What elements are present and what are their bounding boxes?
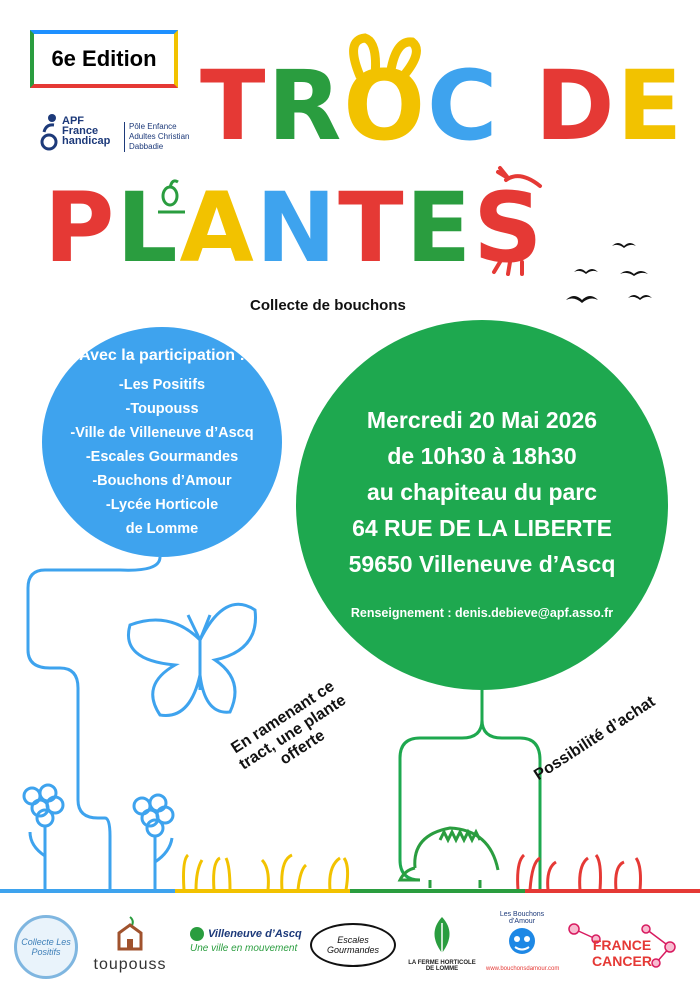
- logo-ferme-horticole: [404, 915, 480, 981]
- title-letter: S: [473, 172, 545, 284]
- event-details: [296, 402, 668, 582]
- edition-badge: 6e Edition: [30, 30, 178, 88]
- title-line-1: [200, 50, 685, 162]
- green-stem-2: [482, 720, 540, 890]
- logo-villeneuve: [190, 927, 302, 967]
- hedgehog-icon: [400, 828, 498, 888]
- partner-logos: [0, 905, 700, 985]
- logo-toupouss-text: toupouss: [93, 956, 167, 973]
- logo-escales-text: Escales Gourmandes: [326, 935, 380, 955]
- logo-villeneuve-tagline: Une ville en mouvement: [190, 943, 298, 954]
- logo-france-cancer-text: FRANCE CANCER: [592, 937, 652, 969]
- participant-item: -Bouchons d’Amour: [92, 473, 232, 489]
- participation-list: [42, 373, 282, 541]
- participant-item: -Lycée Horticole: [105, 497, 219, 513]
- event-city: 59650 Villeneuve d’Ascq: [348, 551, 616, 577]
- collecte-label: Collecte de bouchons: [250, 297, 406, 314]
- logo-bouchons-url: www.bouchonsdamour.com: [486, 966, 560, 972]
- title-letter: A: [179, 172, 256, 284]
- grass-icon: [184, 855, 641, 890]
- logo-bouchons-text: Les Bouchons d’Amour: [499, 911, 545, 925]
- blue-stem: [28, 557, 160, 890]
- flying-birds-icon: [566, 243, 652, 303]
- title-letter: [499, 58, 534, 154]
- title-letter: D: [534, 50, 617, 162]
- title-letter: T: [200, 50, 268, 162]
- flower-icon: [24, 785, 173, 890]
- participation-circle: [42, 327, 282, 557]
- apf-logo: [40, 112, 200, 158]
- event-time: de 10h30 à 18h30: [387, 443, 577, 469]
- title-letter: E: [405, 172, 474, 284]
- logo-toupouss: [90, 915, 170, 979]
- title-letter: R: [267, 50, 344, 162]
- toupouss-house-icon: [115, 915, 145, 951]
- villeneuve-globe-icon: [190, 927, 204, 941]
- title-letter: C: [427, 50, 500, 162]
- event-circle: [296, 320, 668, 690]
- participation-heading: Avec la participation :: [79, 347, 245, 364]
- title-letter: P: [44, 172, 117, 284]
- apf-figure-icon: [40, 112, 62, 152]
- logo-les-positifs-text: Collecte Les Positifs: [21, 937, 71, 957]
- green-stem: [400, 690, 482, 880]
- event-date: Mercredi 20 Mai 2026: [366, 407, 598, 433]
- achat-note: Possibilité d’achat: [531, 693, 659, 784]
- logo-escales: [310, 923, 396, 967]
- event-place: au chapiteau du parc: [366, 479, 598, 505]
- leaf-icon: [427, 915, 457, 955]
- apf-pole: Pôle Enfance Adultes Christian Dabbadie: [124, 122, 204, 152]
- apf-name: APF France handicap: [62, 115, 111, 147]
- participant-item: -Toupouss: [125, 401, 199, 417]
- title-letter: L: [116, 172, 180, 284]
- participant-item: -Ville de Villeneuve d’Ascq: [70, 425, 254, 441]
- event-contact: Renseignement : denis.debieve@apf.asso.fr: [350, 606, 614, 620]
- logo-ferme-text: LA FERME HORTICOLE DE LOMME: [408, 960, 476, 972]
- event-street: 64 RUE DE LA LIBERTE: [352, 515, 612, 541]
- participant-item: -Les Positifs: [118, 377, 206, 393]
- tract-note: En ramenant ce tract, une plante offerte: [228, 677, 350, 774]
- title-letter: E: [616, 50, 685, 162]
- logo-les-positifs: [14, 915, 78, 979]
- title-letter: N: [255, 172, 339, 284]
- logo-villeneuve-text: Villeneuve d’Ascq: [208, 928, 302, 940]
- mascot-icon: [505, 925, 539, 961]
- title-letter: T: [338, 172, 406, 284]
- logo-france-cancer: [566, 919, 678, 975]
- participant-item: -Escales Gourmandes: [85, 449, 239, 465]
- participant-item: de Lomme: [125, 521, 199, 537]
- logo-bouchons-amour: [486, 911, 558, 981]
- title-letter: O: [343, 50, 428, 162]
- title-line-2: [44, 172, 545, 284]
- butterfly-icon: [128, 604, 255, 715]
